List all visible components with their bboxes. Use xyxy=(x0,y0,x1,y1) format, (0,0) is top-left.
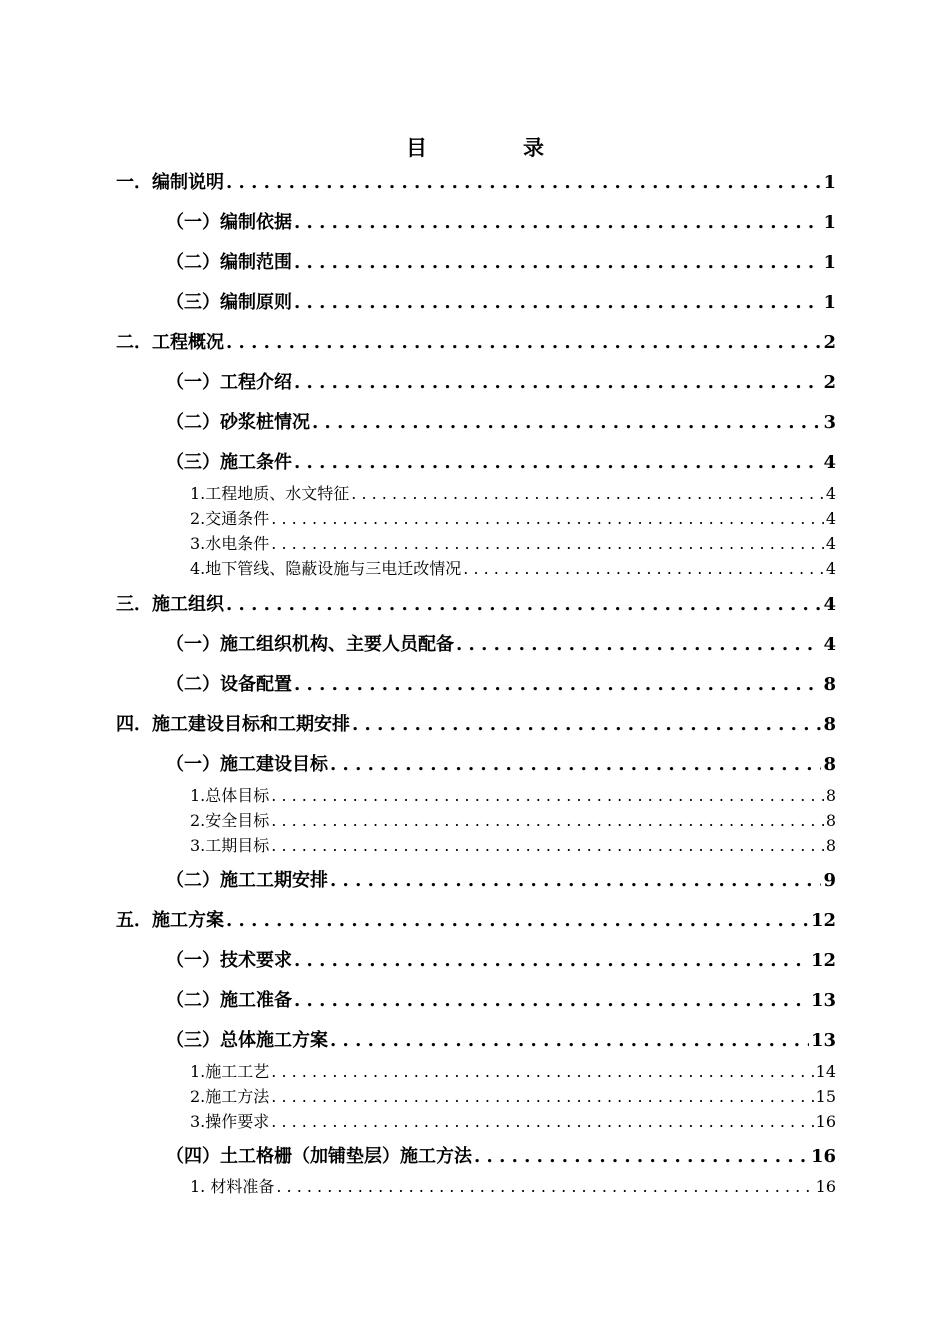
toc-entry[interactable] xyxy=(166,290,836,316)
toc-entry-page: 13 xyxy=(810,1030,836,1051)
toc-entry-title: （一）工程介绍 xyxy=(166,372,292,393)
toc-leader-dots xyxy=(352,712,821,738)
toc-leader-dots xyxy=(271,835,824,857)
toc-entry-page: 8 xyxy=(825,836,836,855)
toc-entry-title: 3.工期目标 xyxy=(190,836,270,855)
toc-entry-title: （二）砂浆桩情况 xyxy=(166,412,310,433)
toc-entry-page: 15 xyxy=(815,1087,836,1106)
toc-entry[interactable] xyxy=(166,632,836,658)
toc-title-right: 录 xyxy=(523,135,544,160)
toc-entry-title: 五．施工方案 xyxy=(116,910,224,931)
toc-entry[interactable] xyxy=(166,410,836,436)
toc-entry-title: 4.地下管线、隐蔽设施与三电迁改情况 xyxy=(190,559,462,578)
toc-leader-dots xyxy=(474,1144,809,1170)
toc-entry[interactable] xyxy=(166,210,836,236)
toc-entry-page: 16 xyxy=(815,1177,836,1196)
toc-entry[interactable] xyxy=(190,1086,836,1108)
toc-entry[interactable] xyxy=(166,752,836,778)
toc-entry-page: 14 xyxy=(815,1062,836,1081)
toc-entry-page: 4 xyxy=(825,509,836,528)
toc-entry[interactable] xyxy=(190,1176,836,1198)
toc-entry-page: 12 xyxy=(810,910,836,931)
toc-entry[interactable] xyxy=(190,810,836,832)
toc-leader-dots xyxy=(294,948,809,974)
toc-leader-dots xyxy=(271,810,824,832)
toc-entry[interactable] xyxy=(116,908,836,934)
toc-entry-title: 2.施工方法 xyxy=(190,1087,270,1106)
toc-leader-dots xyxy=(276,1176,813,1198)
toc-entry[interactable] xyxy=(116,170,836,196)
toc-leader-dots xyxy=(271,785,824,807)
toc-entry-page: 8 xyxy=(823,754,836,775)
toc-entry[interactable] xyxy=(166,1028,836,1054)
toc-entry-page: 2 xyxy=(823,332,836,353)
toc-leader-dots xyxy=(271,508,824,530)
toc-leader-dots xyxy=(330,868,821,894)
toc-entry-title: 3.操作要求 xyxy=(190,1112,270,1131)
toc-entry-title: （二）施工工期安排 xyxy=(166,870,328,891)
toc-entry[interactable] xyxy=(190,1111,836,1133)
toc-leader-dots xyxy=(294,210,821,236)
toc-entry-page: 8 xyxy=(825,811,836,830)
toc-entry-title: 一．编制说明 xyxy=(116,172,224,193)
toc-leader-dots xyxy=(271,1086,813,1108)
toc-entry-title: （三）总体施工方案 xyxy=(166,1030,328,1051)
toc-leader-dots xyxy=(330,752,821,778)
toc-entry[interactable] xyxy=(166,672,836,698)
toc-entry-title: （一）编制依据 xyxy=(166,212,292,233)
toc-entry-title: 二．工程概况 xyxy=(116,332,224,353)
toc-leader-dots xyxy=(351,483,824,505)
toc-leader-dots xyxy=(271,1111,813,1133)
toc-entry-page: 1 xyxy=(823,292,836,313)
toc-entry-page: 4 xyxy=(823,634,836,655)
toc-entry-title: （三）编制原则 xyxy=(166,292,292,313)
toc-leader-dots xyxy=(463,558,824,580)
toc-entry-page: 1 xyxy=(823,252,836,273)
toc-leader-dots xyxy=(226,908,809,934)
toc-entry-title: 三．施工组织 xyxy=(116,594,224,615)
toc-entry-page: 9 xyxy=(823,870,836,891)
toc-leader-dots xyxy=(312,410,821,436)
toc-entry-page: 4 xyxy=(825,484,836,503)
toc-entry-title: （二）施工准备 xyxy=(166,990,292,1011)
toc-entry[interactable] xyxy=(190,835,836,857)
toc-entry-page: 4 xyxy=(825,559,836,578)
toc-entry-page: 12 xyxy=(810,950,836,971)
toc-entry[interactable] xyxy=(166,370,836,396)
toc-entry-title: 3.水电条件 xyxy=(190,534,270,553)
toc-entry-page: 4 xyxy=(823,594,836,615)
toc-entry-title: （二）设备配置 xyxy=(166,674,292,695)
toc-entry[interactable] xyxy=(190,1061,836,1083)
toc-entry[interactable] xyxy=(116,592,836,618)
toc-entry[interactable] xyxy=(166,988,836,1014)
toc-leader-dots xyxy=(226,592,821,618)
toc-entry-page: 16 xyxy=(815,1112,836,1131)
toc-entry[interactable] xyxy=(166,948,836,974)
toc-entry-page: 1 xyxy=(823,172,836,193)
toc-entry-title: 1. 材料准备 xyxy=(190,1177,275,1196)
toc-entry[interactable] xyxy=(166,450,836,476)
toc-leader-dots xyxy=(330,1028,809,1054)
toc-entry[interactable] xyxy=(116,330,836,356)
toc-entry-title: 四．施工建设目标和工期安排 xyxy=(116,714,350,735)
toc-entry-page: 4 xyxy=(823,452,836,473)
toc-leader-dots xyxy=(294,370,821,396)
toc-entry-page: 3 xyxy=(823,412,836,433)
toc-entry[interactable] xyxy=(116,712,836,738)
toc-leader-dots xyxy=(294,672,821,698)
toc-entry-page: 4 xyxy=(825,534,836,553)
toc-leader-dots xyxy=(271,1061,813,1083)
toc-entry[interactable] xyxy=(190,785,836,807)
toc-entry[interactable] xyxy=(190,483,836,505)
toc-leader-dots xyxy=(271,533,824,555)
toc-entry-title: （四）土工格栅（加铺垫层）施工方法 xyxy=(166,1146,472,1167)
toc-entry[interactable] xyxy=(190,508,836,530)
toc-entry[interactable] xyxy=(190,558,836,580)
toc-entry[interactable] xyxy=(190,533,836,555)
toc-entry-page: 8 xyxy=(823,674,836,695)
toc-entry-title: （三）施工条件 xyxy=(166,452,292,473)
toc-entry-title: 1.施工工艺 xyxy=(190,1062,270,1081)
toc-entry[interactable] xyxy=(166,1144,836,1170)
toc-entry-title: 1.总体目标 xyxy=(190,786,270,805)
toc-entry-title: 1.工程地质、水文特征 xyxy=(190,484,350,503)
toc-entry[interactable] xyxy=(166,868,836,894)
toc-entry-title: 2.安全目标 xyxy=(190,811,270,830)
toc-entry-page: 8 xyxy=(825,786,836,805)
toc-entry[interactable] xyxy=(166,250,836,276)
toc-entry-page: 8 xyxy=(823,714,836,735)
toc-leader-dots xyxy=(226,330,821,356)
toc-entry-title: （一）技术要求 xyxy=(166,950,292,971)
toc-entry-title: 2.交通条件 xyxy=(190,509,270,528)
toc-leader-dots xyxy=(456,632,821,658)
toc-leader-dots xyxy=(294,988,809,1014)
toc-entry-page: 16 xyxy=(810,1146,836,1167)
toc-leader-dots xyxy=(294,450,821,476)
toc-entry-page: 1 xyxy=(823,212,836,233)
toc-entry-page: 2 xyxy=(823,372,836,393)
toc-entry-title: （二）编制范围 xyxy=(166,252,292,273)
toc-leader-dots xyxy=(294,250,821,276)
toc-entry-title: （一）施工建设目标 xyxy=(166,754,328,775)
toc-title-left: 目 xyxy=(406,135,427,160)
toc-entry-title: （一）施工组织机构、主要人员配备 xyxy=(166,634,454,655)
toc-entry-page: 13 xyxy=(810,990,836,1011)
toc-leader-dots xyxy=(294,290,821,316)
toc-leader-dots xyxy=(226,170,821,196)
